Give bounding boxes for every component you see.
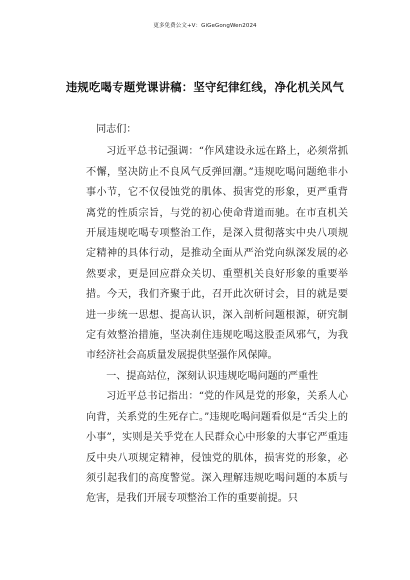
salutation: 同志们： bbox=[96, 124, 137, 135]
section-heading-1: 一、提高站位，深刻认识违规吃喝问题的严重性 bbox=[106, 370, 319, 382]
paragraph-intro: 习近平总书记强调：“作风建设永远在路上，必须常抓不懈，坚决防止不良风气反弹回潮。”违规吃喝问题绝非小事小节，它不仅侵蚀党的肌体、损害党的形象，更严重背离党的性质宗旨，与党的初心使命背道而驰。在市直机关开展违规吃喝专项整治工作，是深入贯彻落实中央八项规定精神的具体行动，是推动全面从严治党向纵深发展的必然要求，更是回应群众关切、重塑机关良好形象的重要举措。今天，我们齐聚于此，召开此次研讨会，目的就是要进一步统一思想、提高认识，深入剖析问题根源，研究制定有效整治措施，坚决刹住违规吃喝这股歪风邪气，为我市经济社会高质量发展提供坚强作风保障。 bbox=[86, 146, 348, 362]
document-body bbox=[86, 120, 348, 510]
paragraph-section-1: 习近平总书记指出：“党的作风是党的形象，关系人心向背，关系党的生死存亡。”违规吃喝问题看似是“舌尖上的小事”，实则是关乎党在人民群众心中形象的大事它严重违反中央八项规定精神，侵蚀党的肌体，损害党的形象，必须引起我们的高度警觉。深入理解违规吃喝问题的本质与危害，是我们开展专项整治工作的重要前提。只 bbox=[86, 391, 348, 505]
document-title: 违规吃喝专题党课讲稿：坚守纪律红线，净化机关风气 bbox=[65, 81, 345, 94]
header-note: 更多免费公文+V：GiGeGongWen2024 bbox=[153, 23, 257, 29]
